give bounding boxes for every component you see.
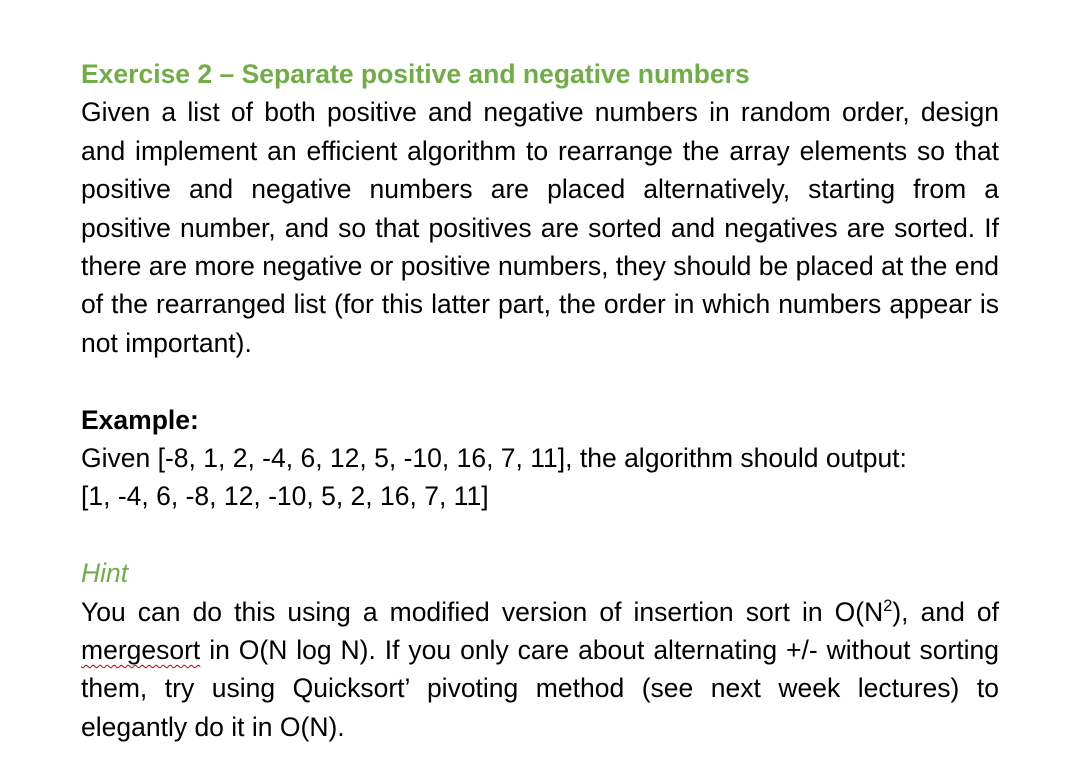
example-label: Example: [81,404,199,435]
spellcheck-flagged-word[interactable]: mergesort [81,635,201,666]
hint-text-part2: ), and of [892,596,999,627]
example-input-line: Given [-8, 1, 2, -4, 6, 12, 5, -10, 16, 7, 11], the algorithm should output: [81,443,907,474]
hint-text-part1: You can do this using a modified version of insertion sort in O(N [81,596,884,627]
example-output-line: [1, -4, 6, -8, 12, -10, 5, 2, 16, 7, 11] [81,481,489,512]
paragraph-spacer [81,516,999,554]
hint-text-part3: in O(N log N). If you only care about alternating +/- without sorting them, try using Quicksort’ pivoting method (see next week lectures) to elegantly do it in O(N). [81,635,999,742]
hint-text [81,593,999,747]
hint-superscript: 2 [883,596,893,615]
exercise-description: Given a list of both positive and negative numbers in random order, design and implement an efficient algorithm to rearrange the array elements so that positive and negative numbers are placed alternatively, starting from a positive number, and so that positives are sorted and negatives are sorted. If there are more negative or positive numbers, they should be placed at the end of the rearranged list (for this latter part, the order in which numbers appear is not important). [81,97,999,358]
exercise-title: Exercise 2 – Separate positive and negative numbers [81,59,750,89]
paragraph-spacer [81,362,999,400]
hint-label: Hint [81,558,129,589]
document-page [81,55,999,746]
